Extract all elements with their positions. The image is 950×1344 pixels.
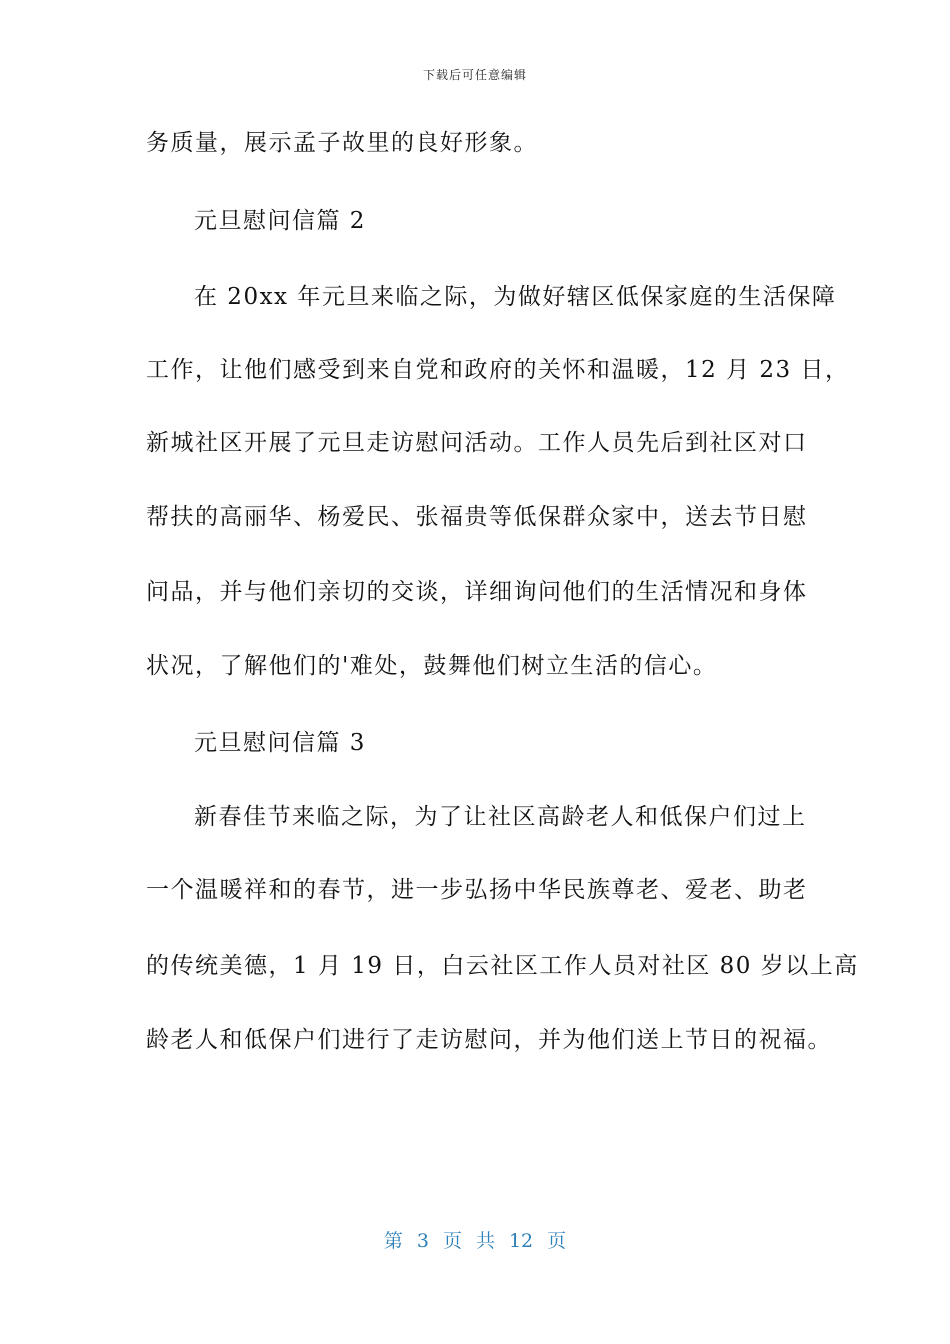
footer-label-gong: 共 xyxy=(475,1230,495,1252)
paragraph-line: 帮扶的高丽华、杨爱民、张福贵等低保群众家中，送去节日慰 xyxy=(146,504,808,530)
section-heading: 元旦慰问信篇 2 xyxy=(194,208,366,234)
header-note: 下载后可任意编辑 xyxy=(422,68,527,82)
paragraph-line: 新城社区开展了元旦走访慰问活动。工作人员先后到社区对口 xyxy=(146,430,808,456)
paragraph-line: 龄老人和低保户们进行了走访慰问，并为他们送上节日的祝福。 xyxy=(146,1027,832,1053)
footer-current-page: 3 xyxy=(416,1230,429,1252)
paragraph-line: 在 20xx 年元旦来临之际，为做好辖区低保家庭的生活保障 xyxy=(194,284,837,310)
paragraph-line: 新春佳节来临之际，为了让社区高龄老人和低保户们过上 xyxy=(194,804,807,830)
paragraph-line: 工作，让他们感受到来自党和政府的关怀和温暖，12 月 23 日， xyxy=(146,357,850,383)
footer-total-pages: 12 xyxy=(508,1230,534,1252)
paragraph-line: 问品，并与他们亲切的交谈，详细询问他们的生活情况和身体 xyxy=(146,579,808,605)
page-footer xyxy=(0,1226,950,1253)
footer-label-ye-end: 页 xyxy=(547,1230,567,1252)
section-heading: 元旦慰问信篇 3 xyxy=(194,730,366,756)
paragraph-line: 务质量，展示孟子故里的良好形象。 xyxy=(146,130,538,156)
paragraph-line: 的传统美德，1 月 19 日，白云社区工作人员对社区 80 岁以上高 xyxy=(146,953,859,979)
paragraph-line: 一个温暖祥和的春节，进一步弘扬中华民族尊老、爱老、助老 xyxy=(146,877,808,903)
footer-label-di: 第 xyxy=(383,1230,403,1252)
paragraph-line: 状况，了解他们的'难处，鼓舞他们树立生活的信心。 xyxy=(146,653,718,679)
footer-label-ye: 页 xyxy=(442,1230,462,1252)
